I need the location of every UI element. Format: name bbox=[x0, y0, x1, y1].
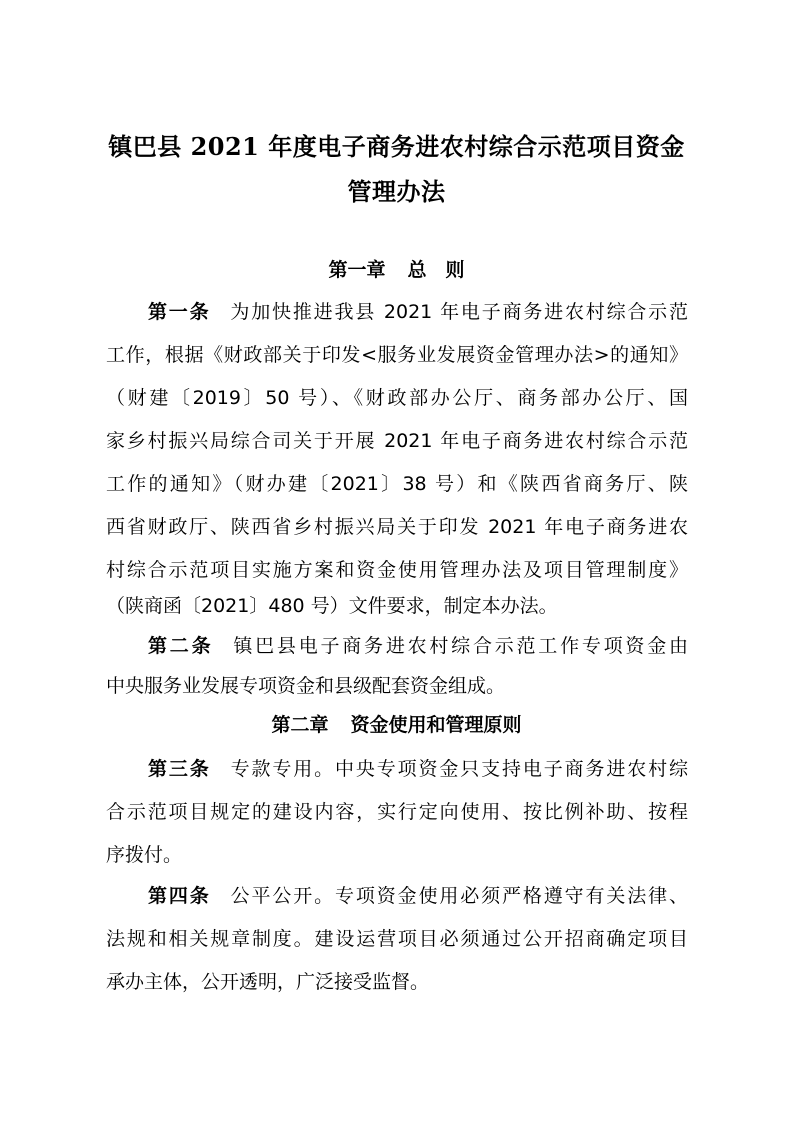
article-4-line-1 bbox=[148, 884, 688, 908]
article-2-text-1: 镇巴县电子商务进农村综合示范工作专项资金由 bbox=[233, 635, 688, 657]
document-title-line-1: 镇巴县 2021 年度电子商务进农村综合示范项目资金 bbox=[108, 132, 685, 161]
article-3-text-1: 专款专用。中央专项资金只支持电子商务进农村综 bbox=[230, 758, 688, 780]
chapter-2-heading bbox=[60, 713, 733, 737]
article-4-line-3: 承办主体，公开透明，广泛接受监督。 bbox=[106, 971, 430, 993]
article-4-line-2: 法规和相关规章制度。建设运营项目必须通过公开招商确定项目 bbox=[106, 928, 688, 950]
chapter-1-heading bbox=[60, 258, 733, 282]
article-1-line-2: 工作，根据《财政部关于印发<服务业发展资金管理办法>的通知》 bbox=[106, 344, 688, 366]
article-3-line-1 bbox=[148, 757, 688, 781]
article-2-line-2: 中央服务业发展专项资金和县级配套资金组成。 bbox=[106, 675, 506, 697]
article-4-text-1: 公平公开。专项资金使用必须严格遵守有关法律、 bbox=[230, 885, 688, 907]
article-1-label: 第一条 bbox=[148, 301, 211, 323]
article-1-text-1: 为加快推进我县 2021 年电子商务进农村综合示范 bbox=[230, 301, 688, 323]
chapter-2-name: 资金使用和管理原则 bbox=[350, 714, 522, 736]
article-1-line-3: （财建〔2019〕50 号）、《财政部办公厅、商务部办公厅、国 bbox=[106, 387, 688, 409]
article-2-label: 第二条 bbox=[148, 635, 214, 657]
article-1-line-6: 西省财政厅、陕西省乡村振兴局关于印发 2021 年电子商务进农 bbox=[106, 516, 688, 538]
article-3-label: 第三条 bbox=[148, 758, 211, 780]
article-1-line-5: 工作的通知》（财办建〔2021〕38 号）和《陕西省商务厅、陕 bbox=[106, 473, 688, 495]
chapter-1-name: 总 则 bbox=[407, 259, 465, 281]
article-2-line-1 bbox=[148, 634, 688, 658]
article-1-line-1 bbox=[148, 300, 688, 324]
article-1-line-7: 村综合示范项目实施方案和资金使用管理办法及项目管理制度》 bbox=[106, 559, 688, 581]
article-1-line-8: （陕商函〔2021〕480 号）文件要求，制定本办法。 bbox=[106, 595, 558, 617]
chapter-1-label: 第一章 bbox=[328, 259, 386, 281]
chapter-2-label: 第二章 bbox=[271, 714, 329, 736]
article-4-label: 第四条 bbox=[148, 885, 211, 907]
document-title-line-2: 管理办法 bbox=[347, 177, 446, 206]
article-3-line-3: 序拨付。 bbox=[106, 844, 183, 866]
article-3-line-2: 合示范项目规定的建设内容，实行定向使用、按比例补助、按程 bbox=[106, 801, 688, 823]
article-1-line-4: 家乡村振兴局综合司关于开展 2021 年电子商务进农村综合示范 bbox=[106, 430, 688, 452]
